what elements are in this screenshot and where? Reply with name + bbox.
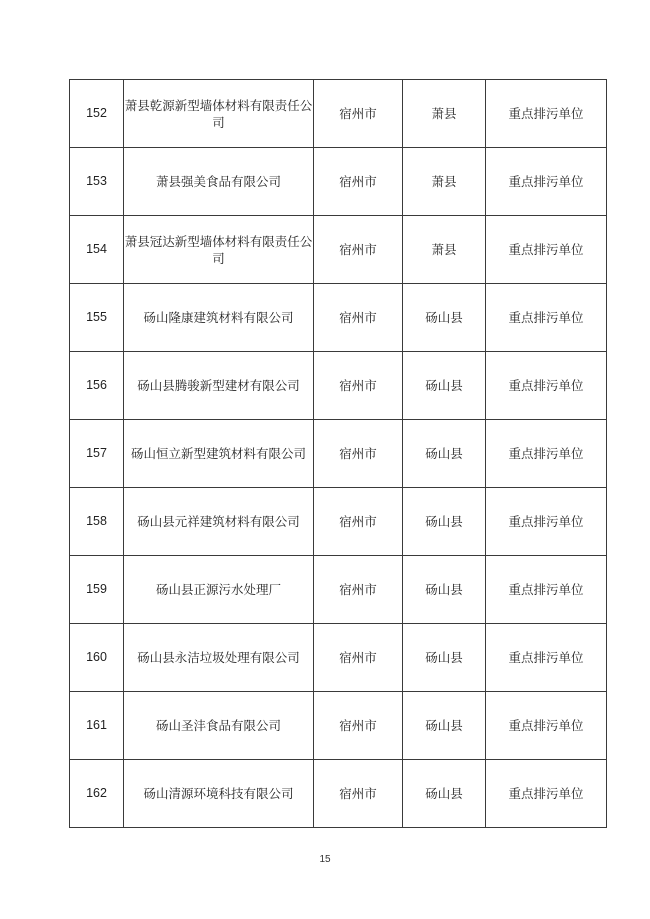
row-number: 156 xyxy=(70,352,124,420)
city: 宿州市 xyxy=(314,80,403,148)
unit-type: 重点排污单位 xyxy=(486,148,607,216)
company-name: 砀山县元祥建筑材料有限公司 xyxy=(124,488,314,556)
city: 宿州市 xyxy=(314,216,403,284)
unit-type: 重点排污单位 xyxy=(486,352,607,420)
table-row xyxy=(70,624,607,692)
pollutant-unit-table xyxy=(69,79,607,828)
table-row xyxy=(70,216,607,284)
unit-type: 重点排污单位 xyxy=(486,284,607,352)
page-number: 15 xyxy=(319,854,331,865)
row-number: 158 xyxy=(70,488,124,556)
city: 宿州市 xyxy=(314,624,403,692)
row-number: 154 xyxy=(70,216,124,284)
row-number: 161 xyxy=(70,692,124,760)
unit-type: 重点排污单位 xyxy=(486,624,607,692)
county: 砀山县 xyxy=(403,692,486,760)
county: 砀山县 xyxy=(403,624,486,692)
unit-type: 重点排污单位 xyxy=(486,216,607,284)
county: 萧县 xyxy=(403,216,486,284)
city: 宿州市 xyxy=(314,692,403,760)
company-name: 砀山隆康建筑材料有限公司 xyxy=(124,284,314,352)
row-number: 153 xyxy=(70,148,124,216)
row-number: 152 xyxy=(70,80,124,148)
table-row xyxy=(70,760,607,828)
city: 宿州市 xyxy=(314,760,403,828)
county: 砀山县 xyxy=(403,284,486,352)
row-number: 162 xyxy=(70,760,124,828)
row-number: 157 xyxy=(70,420,124,488)
city: 宿州市 xyxy=(314,148,403,216)
table-row xyxy=(70,148,607,216)
company-name: 萧县乾源新型墙体材料有限责任公司 xyxy=(124,80,314,148)
county: 砀山县 xyxy=(403,488,486,556)
county: 萧县 xyxy=(403,148,486,216)
county: 砀山县 xyxy=(403,420,486,488)
row-number: 160 xyxy=(70,624,124,692)
county: 砀山县 xyxy=(403,556,486,624)
row-number: 155 xyxy=(70,284,124,352)
unit-type: 重点排污单位 xyxy=(486,488,607,556)
company-name: 砀山清源环境科技有限公司 xyxy=(124,760,314,828)
unit-type: 重点排污单位 xyxy=(486,420,607,488)
county: 砀山县 xyxy=(403,352,486,420)
city: 宿州市 xyxy=(314,420,403,488)
company-name: 砀山圣沣食品有限公司 xyxy=(124,692,314,760)
company-name: 砀山县腾骏新型建材有限公司 xyxy=(124,352,314,420)
company-name: 砀山县正源污水处理厂 xyxy=(124,556,314,624)
row-number: 159 xyxy=(70,556,124,624)
table-row xyxy=(70,556,607,624)
table-row xyxy=(70,80,607,148)
company-name: 砀山恒立新型建筑材料有限公司 xyxy=(124,420,314,488)
unit-type: 重点排污单位 xyxy=(486,80,607,148)
city: 宿州市 xyxy=(314,488,403,556)
county: 砀山县 xyxy=(403,760,486,828)
unit-type: 重点排污单位 xyxy=(486,692,607,760)
table-row xyxy=(70,692,607,760)
city: 宿州市 xyxy=(314,352,403,420)
company-name: 萧县冠达新型墙体材料有限责任公司 xyxy=(124,216,314,284)
table-row xyxy=(70,488,607,556)
table-row xyxy=(70,352,607,420)
table-row xyxy=(70,284,607,352)
city: 宿州市 xyxy=(314,284,403,352)
unit-type: 重点排污单位 xyxy=(486,760,607,828)
unit-type: 重点排污单位 xyxy=(486,556,607,624)
company-name: 砀山县永洁垃圾处理有限公司 xyxy=(124,624,314,692)
table-row xyxy=(70,420,607,488)
county: 萧县 xyxy=(403,80,486,148)
city: 宿州市 xyxy=(314,556,403,624)
company-name: 萧县强美食品有限公司 xyxy=(124,148,314,216)
